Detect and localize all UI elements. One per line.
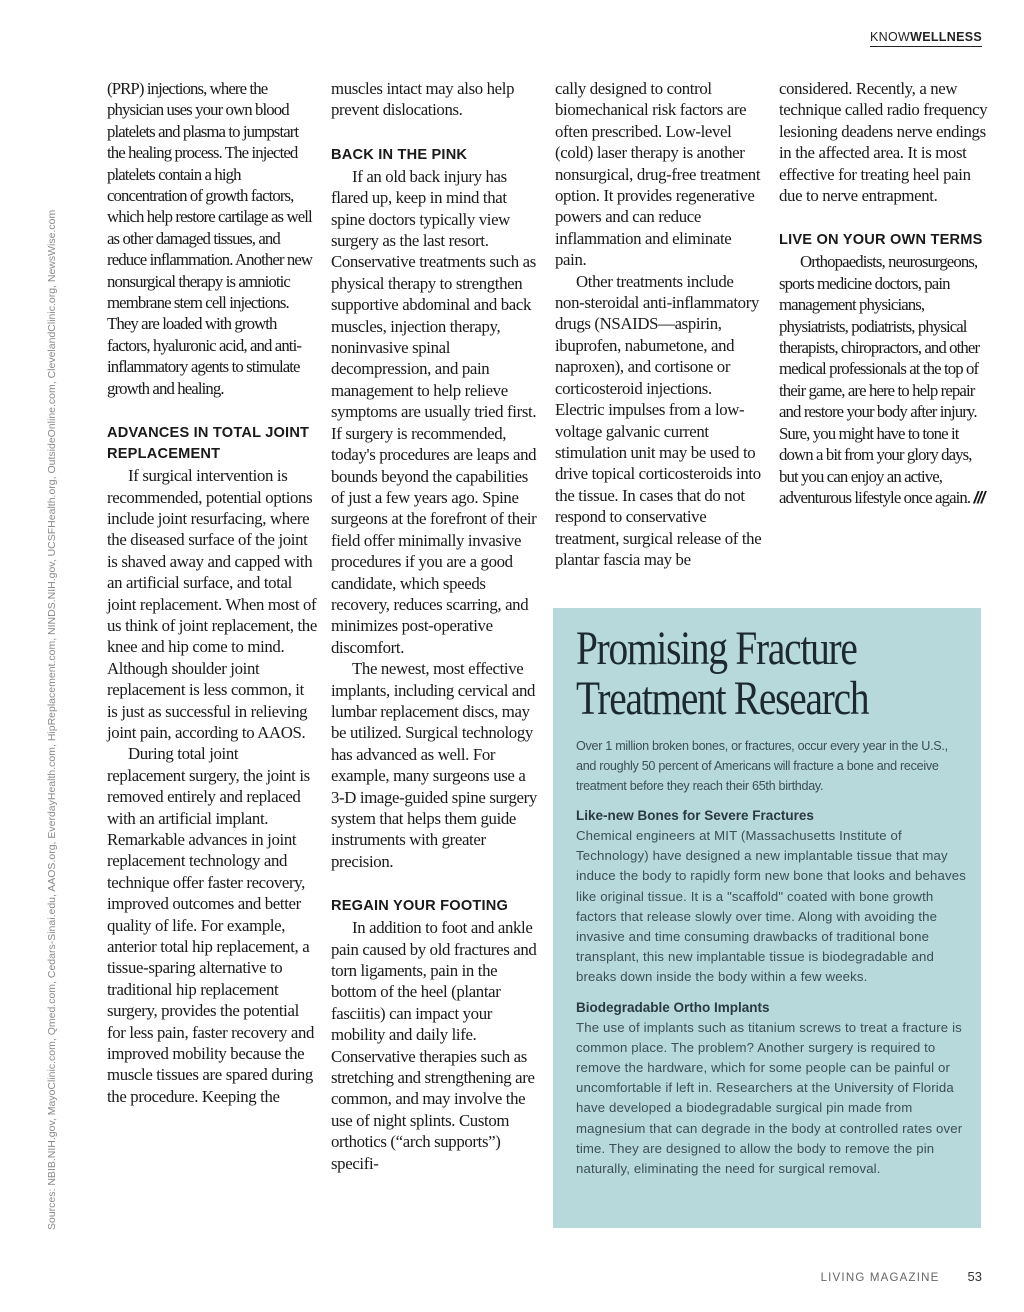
- paragraph: muscles intact may also help prevent dislocations.: [331, 79, 515, 120]
- paragraph: In addition to foot and ankle pain caused by old fractures and torn ligaments, pain in the bottom of the heel (plantar fasciitis) can impact your mobility and daily life. Conservative therapies such as stretching and strengthening are common, and may involve the use of night splints. Custom orthotics (“arch supports”) specifi-: [331, 918, 537, 1173]
- page-footer: [821, 1269, 982, 1284]
- article-column-1: [107, 78, 317, 1107]
- magazine-name: LIVING MAGAZINE: [820, 1272, 940, 1284]
- paragraph-text: Orthopaedists, neurosurgeons, sports medicine doctors, pain management physicians, physiatrists, podiatrists, physical therapists, chiropractors, and other medical professionals at the top of their game, are here to help repair and restore your body after injury. Sure, you might have to tone it down a bit from your glory days, but you can enjoy an active, adventurous lifestyle once again.: [779, 252, 980, 507]
- paragraph: Other treatments include non-steroidal anti-inflammatory drugs (NSAIDS—aspirin, ibuprofen, nabumetone, and naproxen), and cortisone or corticosteroid injections. Electric impulses from a low-voltage galvanic current stimulation unit may be used to drive topical corticosteroids into the tissue. In cases that do not respond to conservative treatment, surgical release of the plantar fascia may be: [555, 271, 762, 569]
- sidebar-paragraph: The use of implants such as titanium screws to treat a fracture is common place. The problem? Another surgery is required to remove the hardware, which for some people can be painful or uncomfortable if left in. Researchers at the University of Florida have developed a biodegradable surgical pin made from magnesium that can degrade in the body at controlled rates over time. They are designed to allow the body to remove the pin naturally, eliminating the need for surgical removal.: [576, 1019, 963, 1177]
- paragraph: considered. Recently, a new technique called radio frequency lesioning deadens nerve endings in the affected area. It is most effective for treating heel pain due to nerve entrapment.: [779, 79, 988, 206]
- page-number: 53: [967, 1269, 982, 1284]
- paragraph: If an old back injury has flared up, keep in mind that spine doctors typically view surgery as the last resort. Conservative treatments such as physical therapy to strengthen supportive abdominal and back muscles, injection therapy, noninvasive spinal decompression, and pain management to help relieve symptoms are usually tried first. If surgery is recommended, today's procedures are leaps and bounds beyond the capabilities of just a few years ago. Spine surgeons at the forefront of their field offer minimally invasive procedures if you are a good candidate, which speeds recovery, reduces scarring, and minimizes post-operative discomfort.: [331, 166, 537, 657]
- article-column-3: [555, 78, 765, 570]
- subheading-back-in-the-pink: BACK IN THE PINK: [331, 146, 468, 163]
- sidebar-title-line-1: Promising Fracture: [576, 622, 857, 675]
- paragraph: cally designed to control biomechanical risk factors are often prescribed. Low-level (cold) laser therapy is another nonsurgical, drug-free treatment option. It provides regenerative powers and can reduce inflammation and eliminate pain.: [555, 79, 761, 270]
- subheading-live-on-your-own-terms: LIVE ON YOUR OWN TERMS: [779, 232, 983, 249]
- sidebar-title-line-2: Treatment Research: [576, 672, 869, 725]
- sidebar-title: [576, 624, 897, 724]
- paragraph: (PRP) injections, where the physician uses your own blood platelets and plasma to jumpstart the healing process. The injected platelets contain a high concentration of growth factors, which help restore cartilage as well as other damaged tissues, and reduce inflammation. Another new nonsurgical therapy is amniotic membrane stem cell injections. They are loaded with growth factors, hyaluronic acid, and anti-inflammatory agents to stimulate growth and healing.: [107, 79, 313, 398]
- subheading-regain-your-footing: REGAIN YOUR FOOTING: [331, 898, 509, 915]
- sidebar-intro: Over 1 million broken bones, or fractures, occur every year in the U.S., and roughly 50 percent of Americans will fracture a bone and receive treatment before they reach their 65th birthday.: [576, 739, 948, 793]
- paragraph: If surgical intervention is recommended, potential options include joint resurfacing, where the diseased surface of the joint is shaved away and capped with an artificial surface, and total joint replacement. When most of us think of joint replacement, the knee and hip come to mind. Although shoulder joint replacement is less common, it is just as successful in relieving joint pain, according to AAOS.: [107, 466, 317, 742]
- paragraph: The newest, most effective implants, including cervical and lumbar replacement discs, may be utilized. Surgical technology has advanced as well. For example, many surgeons use a 3-D image-guided spine surgery system that helps them guide instruments with greater precision.: [331, 659, 537, 871]
- sources-credit: Sources: NBIB.NIH.gov, MayoClinic.com, Qmed.com, Cedars-Sinai.edu, AAOS.org, EverdayHealth.com, HipReplacement.com, NINDS.NIH.gov, UCSFHealth.org, OutsideOnline.com, ClevelandClinic.org, NewsWise.com: [46, 209, 58, 1230]
- sidebar-subheading-like-new-bones: Like-new Bones for Severe Fractures: [576, 808, 814, 823]
- paragraph: During total joint replacement surgery, the joint is removed entirely and replaced with an artificial implant. Remarkable advances in joint replacement technology and technique offer faster recovery, improved outcomes and better quality of life. For example, anterior total hip replacement, a tissue-sparing alternative to traditional hip replacement surgery, provides the potential for less pain, faster recovery and improved mobility because the muscle tissues are spared during the procedure. Keeping the: [107, 744, 315, 1106]
- article-column-2: [331, 78, 541, 1174]
- section-label-know: KNOW: [870, 30, 911, 44]
- section-label: [870, 30, 982, 47]
- section-label-wellness: WELLNESS: [910, 30, 982, 44]
- article-column-4: [779, 78, 989, 508]
- paragraph: [779, 251, 989, 508]
- subheading-advances-in-total-joint-replacement: ADVANCES IN TOTAL JOINT REPLACEMENT: [107, 425, 310, 463]
- sidebar-subheading-biodegradable-implants: Biodegradable Ortho Implants: [576, 999, 770, 1015]
- end-mark-icon: ///: [973, 487, 985, 507]
- fracture-research-sidebar: [553, 608, 981, 1228]
- sidebar-paragraph: Chemical engineers at MIT (Massachusetts Institute of Technology) have designed a new implantable tissue that may induce the body to rapidly form new bone that looks and behaves like original tissue. It is a "scaffold" coated with bone growth factors that release slowly over time. Along with avoiding the invasive and time consuming drawbacks of traditional bone transplant, this new implantable tissue is biodegradable and breaks down inside the body within a few weeks.: [576, 828, 966, 985]
